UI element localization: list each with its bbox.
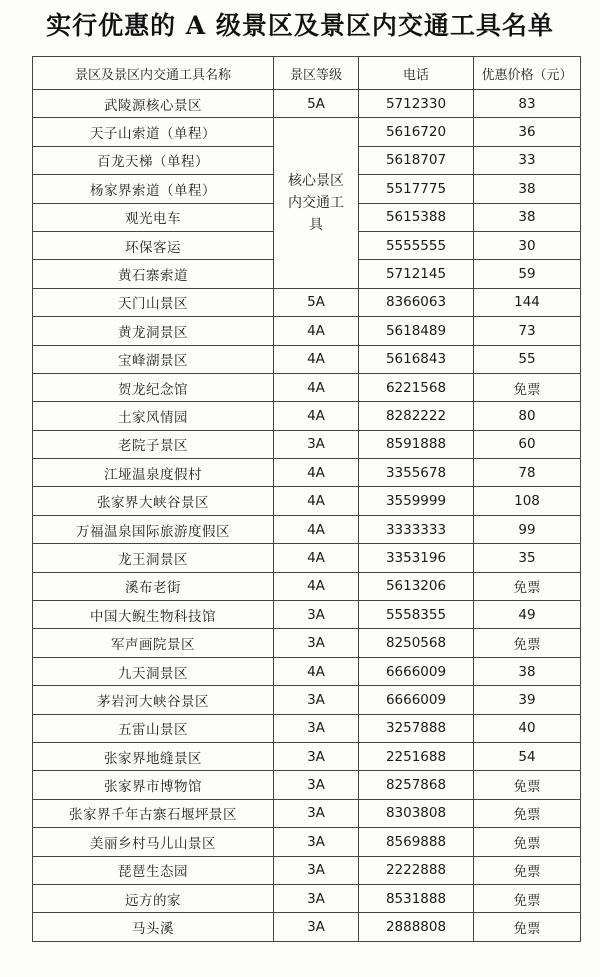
cell-level: 3A bbox=[274, 799, 359, 827]
table-header-row bbox=[33, 57, 581, 90]
cell-level: 3A bbox=[274, 629, 359, 657]
table-row bbox=[33, 856, 581, 884]
cell-level: 3A bbox=[274, 884, 359, 912]
cell-name: 天子山索道（单程） bbox=[33, 118, 274, 146]
cell-price: 38 bbox=[474, 657, 581, 685]
table-row bbox=[33, 657, 581, 685]
table-row bbox=[33, 714, 581, 742]
cell-price: 78 bbox=[474, 459, 581, 487]
cell-name: 江垭温泉度假村 bbox=[33, 459, 274, 487]
cell-level: 5A bbox=[274, 288, 359, 316]
cell-level: 4A bbox=[274, 345, 359, 373]
table-row bbox=[33, 629, 581, 657]
cell-price: 39 bbox=[474, 686, 581, 714]
cell-level: 3A bbox=[274, 601, 359, 629]
cell-phone: 6666009 bbox=[359, 657, 474, 685]
cell-level: 3A bbox=[274, 430, 359, 458]
table-row bbox=[33, 459, 581, 487]
cell-level: 4A bbox=[274, 515, 359, 543]
cell-price: 108 bbox=[474, 487, 581, 515]
cell-phone: 8250568 bbox=[359, 629, 474, 657]
cell-level: 3A bbox=[274, 828, 359, 856]
page-title: 实行优惠的 A 级景区及景区内交通工具名单 bbox=[46, 11, 554, 40]
table-row bbox=[33, 345, 581, 373]
header-price: 优惠价格（元） bbox=[474, 57, 581, 90]
cell-price: 免票 bbox=[474, 629, 581, 657]
table-row bbox=[33, 686, 581, 714]
header-name: 景区及景区内交通工具名称 bbox=[33, 57, 274, 90]
table-row bbox=[33, 515, 581, 543]
cell-name: 环保客运 bbox=[33, 231, 274, 259]
cell-level: 4A bbox=[274, 317, 359, 345]
cell-phone: 5618489 bbox=[359, 317, 474, 345]
cell-name: 茅岩河大峡谷景区 bbox=[33, 686, 274, 714]
cell-name: 老院子景区 bbox=[33, 430, 274, 458]
cell-price: 144 bbox=[474, 288, 581, 316]
cell-name: 军声画院景区 bbox=[33, 629, 274, 657]
table-row bbox=[33, 884, 581, 912]
cell-level: 4A bbox=[274, 572, 359, 600]
cell-phone: 6666009 bbox=[359, 686, 474, 714]
cell-name: 杨家界索道（单程） bbox=[33, 175, 274, 203]
cell-phone: 8282222 bbox=[359, 402, 474, 430]
cell-phone: 5613206 bbox=[359, 572, 474, 600]
cell-level: 5A bbox=[274, 90, 359, 118]
cell-phone: 8569888 bbox=[359, 828, 474, 856]
cell-phone: 8531888 bbox=[359, 884, 474, 912]
cell-phone: 3559999 bbox=[359, 487, 474, 515]
cell-name: 土家风情园 bbox=[33, 402, 274, 430]
table-row bbox=[33, 742, 581, 770]
cell-name: 万福温泉国际旅游度假区 bbox=[33, 515, 274, 543]
cell-price: 免票 bbox=[474, 572, 581, 600]
cell-phone: 3353196 bbox=[359, 544, 474, 572]
cell-price: 60 bbox=[474, 430, 581, 458]
table-row bbox=[33, 288, 581, 316]
cell-name: 黄龙洞景区 bbox=[33, 317, 274, 345]
cell-phone: 3333333 bbox=[359, 515, 474, 543]
cell-name: 天门山景区 bbox=[33, 288, 274, 316]
cell-level: 4A bbox=[274, 487, 359, 515]
cell-name: 琵琶生态园 bbox=[33, 856, 274, 884]
cell-price: 35 bbox=[474, 544, 581, 572]
cell-name: 宝峰湖景区 bbox=[33, 345, 274, 373]
cell-price: 免票 bbox=[474, 884, 581, 912]
cell-price: 99 bbox=[474, 515, 581, 543]
cell-name: 美丽乡村马儿山景区 bbox=[33, 828, 274, 856]
cell-level: 3A bbox=[274, 714, 359, 742]
table-row bbox=[33, 828, 581, 856]
cell-phone: 5712145 bbox=[359, 260, 474, 288]
table-row bbox=[33, 402, 581, 430]
cell-phone: 5615388 bbox=[359, 203, 474, 231]
cell-level-merged: 核心景区内交通工具 bbox=[274, 118, 359, 288]
table-row bbox=[33, 799, 581, 827]
table-row bbox=[33, 544, 581, 572]
cell-name: 张家界地缝景区 bbox=[33, 742, 274, 770]
cell-phone: 5616720 bbox=[359, 118, 474, 146]
table-row bbox=[33, 913, 581, 941]
cell-price: 免票 bbox=[474, 799, 581, 827]
cell-phone: 5618707 bbox=[359, 146, 474, 174]
cell-price: 免票 bbox=[474, 913, 581, 941]
cell-name: 马头溪 bbox=[33, 913, 274, 941]
cell-name: 贺龙纪念馆 bbox=[33, 373, 274, 401]
table-row bbox=[33, 90, 581, 118]
cell-price: 38 bbox=[474, 203, 581, 231]
cell-price: 33 bbox=[474, 146, 581, 174]
cell-price: 59 bbox=[474, 260, 581, 288]
cell-phone: 5555555 bbox=[359, 231, 474, 259]
cell-phone: 5712330 bbox=[359, 90, 474, 118]
cell-level: 3A bbox=[274, 913, 359, 941]
cell-name: 五雷山景区 bbox=[33, 714, 274, 742]
cell-name: 张家界千年古寨石堰坪景区 bbox=[33, 799, 274, 827]
cell-phone: 8366063 bbox=[359, 288, 474, 316]
table-row bbox=[33, 572, 581, 600]
cell-price: 40 bbox=[474, 714, 581, 742]
cell-price: 38 bbox=[474, 175, 581, 203]
cell-phone: 2222888 bbox=[359, 856, 474, 884]
cell-price: 36 bbox=[474, 118, 581, 146]
cell-level: 3A bbox=[274, 771, 359, 799]
cell-name: 武陵源核心景区 bbox=[33, 90, 274, 118]
cell-level: 3A bbox=[274, 686, 359, 714]
cell-name: 远方的家 bbox=[33, 884, 274, 912]
table-row bbox=[33, 373, 581, 401]
cell-price: 83 bbox=[474, 90, 581, 118]
cell-phone: 6221568 bbox=[359, 373, 474, 401]
cell-name: 黄石寨索道 bbox=[33, 260, 274, 288]
cell-phone: 2251688 bbox=[359, 742, 474, 770]
cell-phone: 8257868 bbox=[359, 771, 474, 799]
cell-name: 张家界市博物馆 bbox=[33, 771, 274, 799]
scenic-spot-table bbox=[32, 56, 581, 942]
cell-price: 免票 bbox=[474, 771, 581, 799]
cell-level: 3A bbox=[274, 742, 359, 770]
cell-name: 观光电车 bbox=[33, 203, 274, 231]
cell-name: 九天洞景区 bbox=[33, 657, 274, 685]
cell-phone: 8303808 bbox=[359, 799, 474, 827]
cell-name: 中国大鲵生物科技馆 bbox=[33, 601, 274, 629]
cell-price: 55 bbox=[474, 345, 581, 373]
cell-level: 4A bbox=[274, 459, 359, 487]
table-row bbox=[33, 430, 581, 458]
table-row bbox=[33, 601, 581, 629]
cell-phone: 2888808 bbox=[359, 913, 474, 941]
cell-price: 免票 bbox=[474, 856, 581, 884]
table-body bbox=[33, 90, 581, 942]
cell-phone: 3355678 bbox=[359, 459, 474, 487]
cell-level: 4A bbox=[274, 544, 359, 572]
cell-phone: 8591888 bbox=[359, 430, 474, 458]
cell-price: 73 bbox=[474, 317, 581, 345]
table-row bbox=[33, 118, 581, 146]
table-row bbox=[33, 317, 581, 345]
cell-name: 张家界大峡谷景区 bbox=[33, 487, 274, 515]
cell-price: 54 bbox=[474, 742, 581, 770]
cell-price: 30 bbox=[474, 231, 581, 259]
cell-phone: 3257888 bbox=[359, 714, 474, 742]
cell-level: 4A bbox=[274, 657, 359, 685]
cell-name: 溪布老街 bbox=[33, 572, 274, 600]
table-row bbox=[33, 487, 581, 515]
header-level: 景区等级 bbox=[274, 57, 359, 90]
cell-level: 4A bbox=[274, 402, 359, 430]
cell-price: 80 bbox=[474, 402, 581, 430]
cell-name: 百龙天梯（单程） bbox=[33, 146, 274, 174]
cell-price: 49 bbox=[474, 601, 581, 629]
cell-phone: 5517775 bbox=[359, 175, 474, 203]
cell-price: 免票 bbox=[474, 828, 581, 856]
cell-level: 4A bbox=[274, 373, 359, 401]
cell-name: 龙王洞景区 bbox=[33, 544, 274, 572]
cell-price: 免票 bbox=[474, 373, 581, 401]
cell-level: 3A bbox=[274, 856, 359, 884]
cell-phone: 5558355 bbox=[359, 601, 474, 629]
table-row bbox=[33, 771, 581, 799]
header-phone: 电话 bbox=[359, 57, 474, 90]
cell-phone: 5616843 bbox=[359, 345, 474, 373]
